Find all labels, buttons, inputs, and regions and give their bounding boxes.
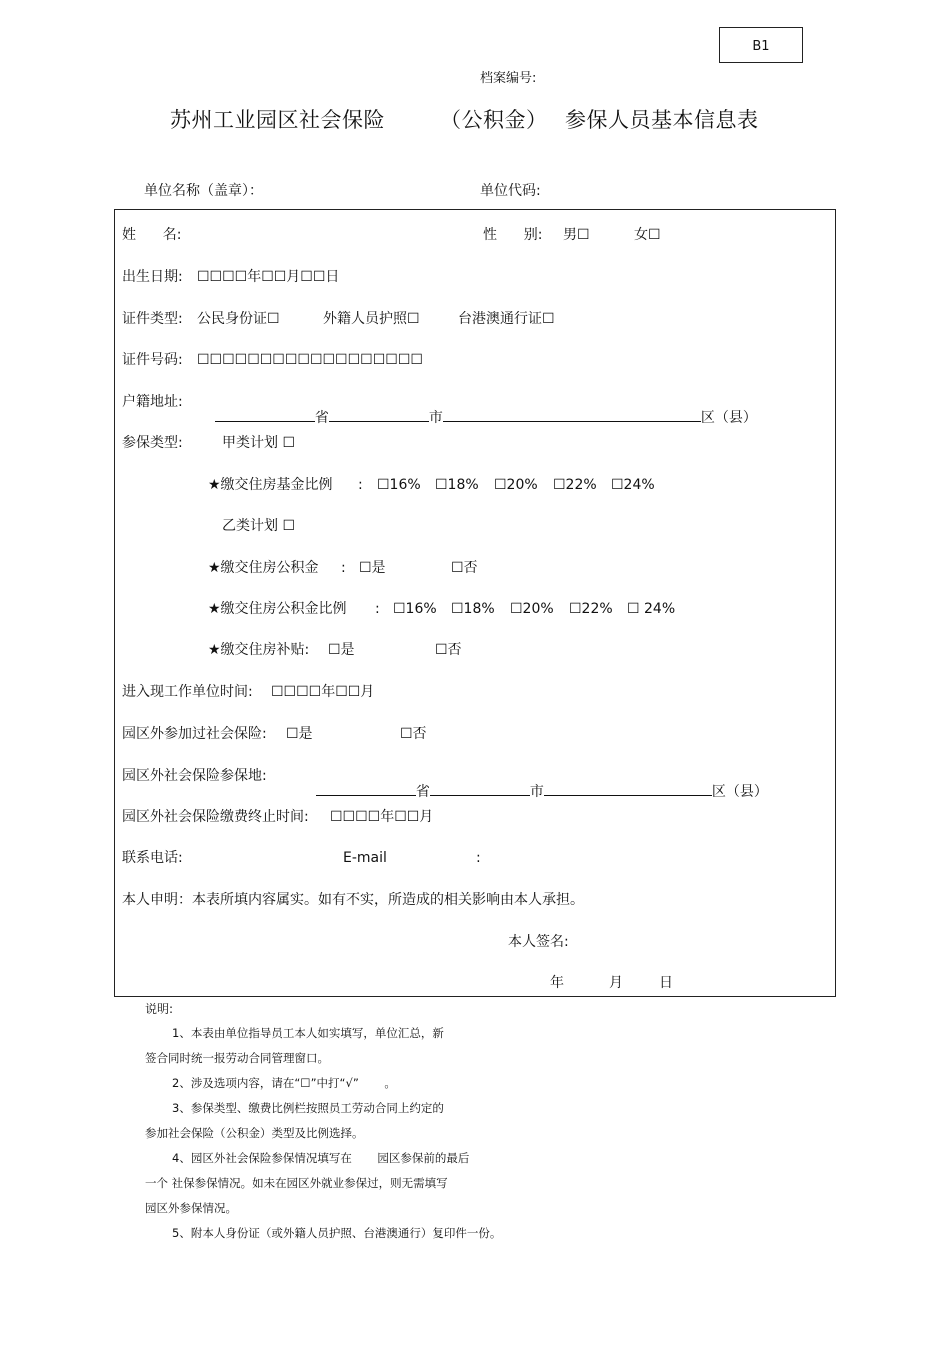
outside-province-input[interactable]: [316, 783, 416, 796]
plan-b-ratio-18-checkbox[interactable]: ☐18%: [451, 601, 495, 617]
notes-title: 说明:: [145, 1002, 174, 1016]
city-suffix: 市: [529, 784, 544, 800]
note-line: 参加社会保险（公积金）类型及比例选择。: [145, 1126, 364, 1140]
hukou-address-line: [206, 395, 757, 425]
district-suffix: 区（县）: [700, 410, 757, 426]
page-title-part3: 参保人员基本信息表: [565, 108, 759, 132]
plan-b-ratio-colon: :: [375, 601, 380, 617]
archive-number-label: 档案编号:: [480, 71, 537, 86]
plan-b-fund-no-checkbox[interactable]: ☐否: [451, 560, 478, 576]
form-code: B1: [752, 39, 770, 54]
district-suffix: 区（县）: [711, 784, 768, 800]
email-label: E-mail: [343, 850, 387, 866]
id-type-citizen-checkbox[interactable]: 公民身份证☐: [197, 311, 280, 327]
date-year-label: 年: [550, 975, 564, 991]
outside-city-input[interactable]: [430, 783, 530, 796]
city-suffix: 市: [428, 410, 443, 426]
outside-end-time-field[interactable]: ☐☐☐☐年☐☐月: [330, 809, 434, 825]
province-suffix: 省: [314, 410, 329, 426]
note-line: 园区外参保情况。: [145, 1201, 237, 1215]
plan-a-ratio-24-checkbox[interactable]: ☐24%: [611, 477, 655, 493]
plan-b-fund-colon: :: [341, 560, 346, 576]
note-line: 2、涉及选项内容，请在“☐”中打“√” 。: [172, 1076, 396, 1090]
plan-b-ratio-16-checkbox[interactable]: ☐16%: [393, 601, 437, 617]
province-suffix: 省: [415, 784, 430, 800]
page-title-part1: 苏州工业园区社会保险: [170, 108, 385, 132]
note-line: 4、园区外社会保险参保情况填写在 园区参保前的最后: [172, 1151, 470, 1165]
plan-a-checkbox[interactable]: 甲类计划 ☐: [222, 435, 296, 451]
plan-a-ratio-18-checkbox[interactable]: ☐18%: [435, 477, 479, 493]
gender-male-checkbox[interactable]: 男☐: [563, 227, 590, 243]
join-time-field[interactable]: ☐☐☐☐年☐☐月: [271, 684, 375, 700]
id-number-field[interactable]: ☐☐☐☐☐☐☐☐☐☐☐☐☐☐☐☐☐☐: [197, 352, 423, 368]
hukou-district-input[interactable]: [443, 409, 701, 422]
id-type-label: 证件类型:: [122, 311, 183, 327]
plan-b-checkbox[interactable]: 乙类计划 ☐: [222, 518, 296, 534]
note-line: 一个 社保参保情况。如未在园区外就业参保过，则无需填写: [145, 1176, 448, 1190]
declaration-text: 本人申明：本表所填内容属实。如有不实，所造成的相关影响由本人承担。: [122, 892, 584, 908]
name-label: 姓 名:: [122, 227, 182, 243]
hukou-province-input[interactable]: [215, 409, 315, 422]
plan-b-fund-label: ★缴交住房公积金: [208, 560, 319, 576]
outside-place-line: [307, 769, 768, 799]
housing-subsidy-yes-checkbox[interactable]: ☐是: [328, 642, 355, 658]
note-line: 5、附本人身份证（或外籍人员护照、台港澳通行）复印件一份。: [172, 1226, 502, 1240]
housing-subsidy-label: ★缴交住房补贴:: [208, 642, 310, 658]
page-title-part2: （公积金）: [440, 108, 548, 132]
form-code-box: [719, 27, 803, 63]
id-type-hk-checkbox[interactable]: 台港澳通行证☐: [458, 311, 555, 327]
gender-female-checkbox[interactable]: 女☐: [634, 227, 661, 243]
plan-a-ratio-16-checkbox[interactable]: ☐16%: [377, 477, 421, 493]
gender-label: 性 别:: [483, 227, 543, 243]
join-time-label: 进入现工作单位时间:: [122, 684, 253, 700]
note-line: 签合同时统一报劳动合同管理窗口。: [145, 1051, 329, 1065]
plan-b-ratio-22-checkbox[interactable]: ☐22%: [569, 601, 613, 617]
outside-insured-no-checkbox[interactable]: ☐否: [400, 726, 427, 742]
plan-a-fund-ratio-label: ★缴交住房基金比例: [208, 477, 333, 493]
signature-label: 本人签名:: [508, 934, 569, 950]
plan-a-ratio-colon: :: [358, 477, 363, 493]
plan-b-ratio-label: ★缴交住房公积金比例: [208, 601, 347, 617]
plan-a-ratio-20-checkbox[interactable]: ☐20%: [494, 477, 538, 493]
phone-label: 联系电话:: [122, 850, 183, 866]
note-line: 3、参保类型、缴费比例栏按照员工劳动合同上约定的: [172, 1101, 444, 1115]
outside-place-label: 园区外社会保险参保地:: [122, 768, 267, 784]
plan-b-ratio-20-checkbox[interactable]: ☐20%: [510, 601, 554, 617]
email-colon: :: [476, 850, 481, 866]
employer-code-label: 单位代码:: [480, 183, 541, 199]
outside-insured-yes-checkbox[interactable]: ☐是: [286, 726, 313, 742]
date-month-label: 月: [609, 975, 623, 991]
hukou-city-input[interactable]: [329, 409, 429, 422]
plan-b-fund-yes-checkbox[interactable]: ☐是: [359, 560, 386, 576]
outside-end-time-label: 园区外社会保险缴费终止时间:: [122, 809, 309, 825]
id-number-label: 证件号码:: [122, 352, 183, 368]
birth-date-label: 出生日期:: [122, 269, 183, 285]
id-type-passport-checkbox[interactable]: 外籍人员护照☐: [323, 311, 420, 327]
note-line: 1、本表由单位指导员工本人如实填写，单位汇总，新: [172, 1026, 444, 1040]
plan-b-ratio-24-checkbox[interactable]: ☐ 24%: [627, 601, 676, 617]
birth-date-field[interactable]: ☐☐☐☐年☐☐月☐☐日: [197, 269, 340, 285]
insurance-type-label: 参保类型:: [122, 435, 183, 451]
hukou-address-label: 户籍地址:: [122, 394, 183, 410]
housing-subsidy-no-checkbox[interactable]: ☐否: [435, 642, 462, 658]
date-day-label: 日: [659, 975, 673, 991]
plan-a-ratio-22-checkbox[interactable]: ☐22%: [553, 477, 597, 493]
outside-insured-label: 园区外参加过社会保险:: [122, 726, 267, 742]
employer-name-label: 单位名称（盖章）：: [144, 183, 263, 199]
outside-district-input[interactable]: [544, 783, 712, 796]
